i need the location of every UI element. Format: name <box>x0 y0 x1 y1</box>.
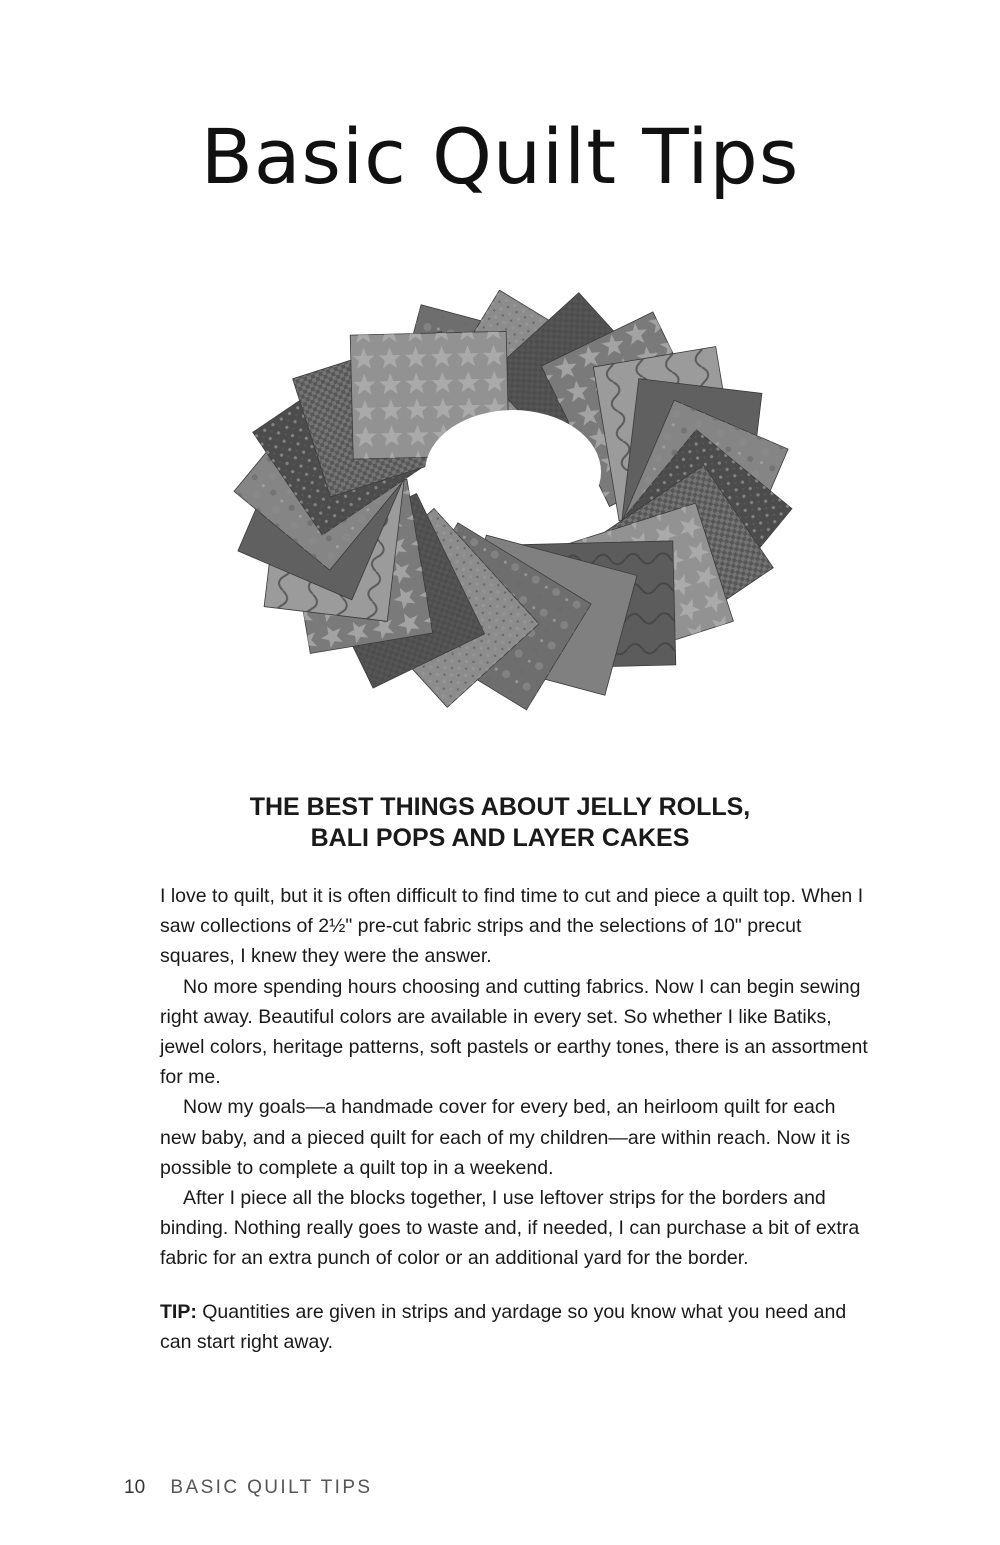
tip-label: TIP: <box>160 1300 197 1323</box>
paragraph-2: No more spending hours choosing and cutting fabrics. Now I can begin sewing right away. Beautiful colors are available in every set. So whether I like Batiks, jewel colors, heritage patterns, soft pastels or earthy tones, there is an assortment for me. <box>160 975 868 1089</box>
tip-text: Quantities are given in strips and yardage so you know what you need and can start right away. <box>160 1300 847 1353</box>
page-number: 10 <box>124 1477 146 1498</box>
page-title: Basic Quilt Tips <box>200 112 800 201</box>
paragraph-4: After I piece all the blocks together, I use leftover strips for the borders and binding. Nothing really goes to waste and, if needed, I can purchase a bit of extra fabric for an extra punch of color or an additional yard for the border. <box>160 1187 860 1270</box>
section-heading-line-2: BALI POPS AND LAYER CAKES <box>310 824 690 852</box>
section-heading <box>0 792 1000 854</box>
paragraph-3: Now my goals—a handmade cover for every bed, an heirloom quilt for each new baby, and a pieced quilt for each of my children—are within reach. Now it is possible to complete a quilt top in a weekend. <box>160 1096 851 1179</box>
running-head: BASIC QUILT TIPS <box>170 1477 373 1498</box>
page-footer <box>124 1477 372 1499</box>
fabric-squares-photo <box>195 290 835 740</box>
paragraph-1: I love to quilt, but it is often difficult to find time to cut and piece a quilt top. When I saw collections of 2½" pre-cut fabric strips and the selections of 10" precut squares, I knew they were the answer. <box>160 885 864 968</box>
tip-paragraph <box>160 1297 870 1357</box>
body-text <box>160 881 870 1357</box>
section-heading-line-1: THE BEST THINGS ABOUT JELLY ROLLS, <box>249 793 751 821</box>
